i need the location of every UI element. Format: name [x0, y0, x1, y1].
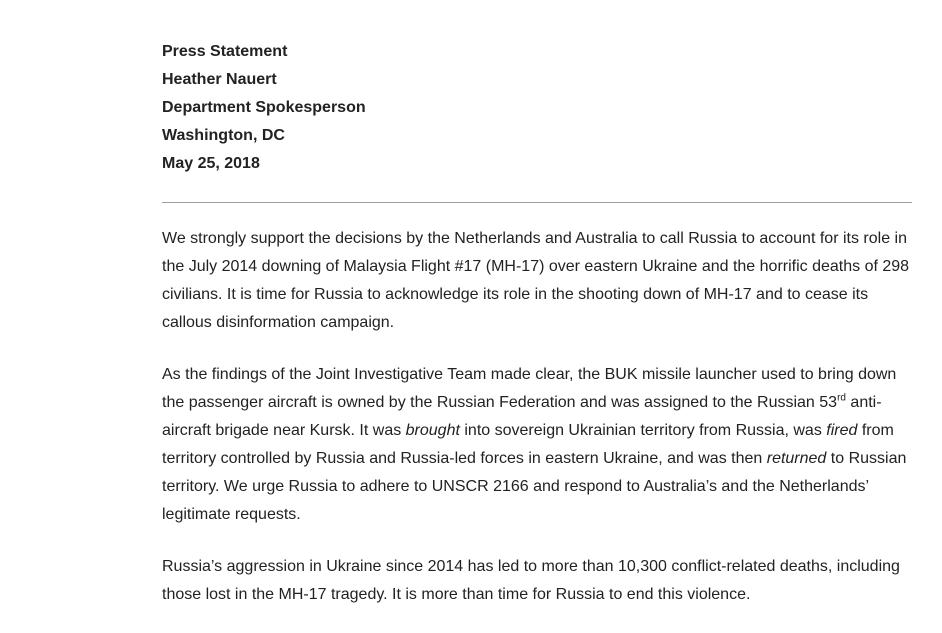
paragraph-2-part-b: anti-aircraft brigade near Kursk. It was	[162, 394, 882, 439]
ordinal-suffix: rd	[837, 392, 846, 404]
header-divider	[162, 202, 912, 203]
statement-body	[162, 225, 912, 609]
paragraph-2-part-d: from territory controlled by Russia and Russia-led forces in eastern Ukraine, and was then	[162, 422, 894, 467]
author-role: Department Spokesperson	[162, 99, 366, 116]
paragraph-2	[162, 361, 912, 529]
author-name: Heather Nauert	[162, 71, 277, 88]
press-statement-page	[162, 38, 912, 633]
emphasis-returned: returned	[766, 450, 827, 467]
emphasis-fired: fired	[826, 422, 858, 439]
statement-location: Washington, DC	[162, 127, 285, 144]
emphasis-brought: brought	[405, 422, 460, 439]
statement-header	[162, 38, 912, 178]
paragraph-2-part-c: into sovereign Ukrainian territory from Russia, was	[459, 422, 827, 439]
paragraph-3: Russia’s aggression in Ukraine since 2014 has led to more than 10,300 conflict-related deaths, including those lost in the MH-17 tragedy. It is more than time for Russia to end this violence.	[162, 558, 900, 603]
paragraph-2-part-a: As the findings of the Joint Investigative Team made clear, the BUK missile launcher used to bring down the passenger aircraft is owned by the Russian Federation and was assigned to the Russian 53	[162, 366, 897, 411]
statement-date: May 25, 2018	[162, 155, 260, 172]
statement-type: Press Statement	[162, 43, 288, 60]
paragraph-2-part-e: to Russian territory. We urge Russia to adhere to UNSCR 2166 and respond to Australia’s and the Netherlands’ legitimate requests.	[162, 450, 907, 523]
paragraph-1: We strongly support the decisions by the Netherlands and Australia to call Russia to account for its role in the July 2014 downing of Malaysia Flight #17 (MH-17) over eastern Ukraine and the horrific deaths of 298 civilians. It is time for Russia to acknowledge its role in the shooting down of MH-17 and to cease its callous disinformation campaign.	[162, 230, 910, 331]
